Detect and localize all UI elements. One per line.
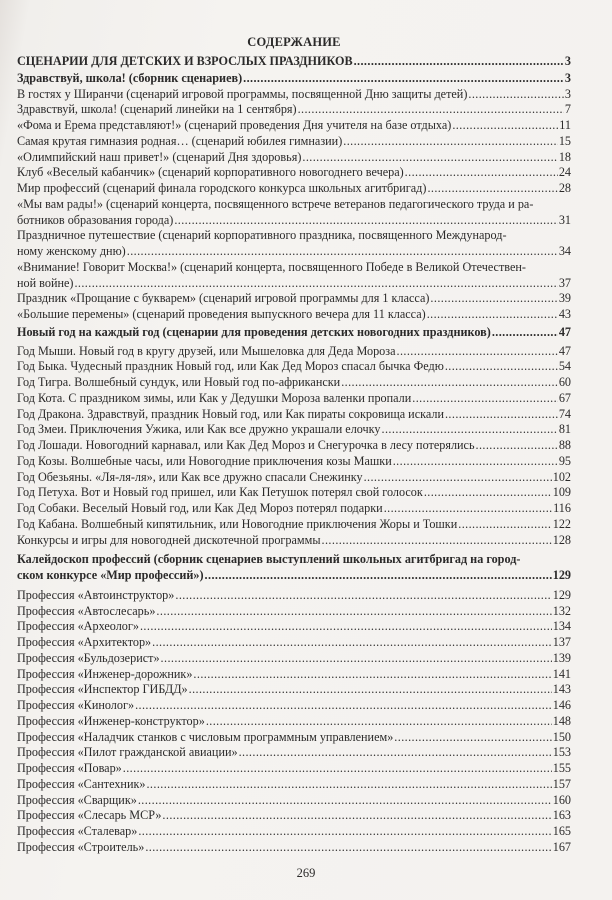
toc-entry-row xyxy=(17,840,571,856)
toc-entry-row xyxy=(17,375,571,391)
dot-leader xyxy=(156,604,551,620)
toc-entry xyxy=(17,260,571,292)
toc-entry-title: Клуб «Веселый кабанчик» (сценарий корпоративного новогоднего вечера) xyxy=(17,165,404,180)
dot-leader xyxy=(343,134,558,150)
toc-entry-page: 134 xyxy=(552,619,571,634)
dot-leader xyxy=(397,344,558,360)
toc-entry-page: 116 xyxy=(553,501,571,515)
toc-entry xyxy=(17,619,571,635)
toc-entry xyxy=(17,682,571,698)
toc-entry-row xyxy=(17,568,571,584)
toc-entry-page: 109 xyxy=(552,485,571,500)
toc-entry-title: Здравствуй, школа! (сценарий линейки на 1 сентября) xyxy=(17,102,297,117)
toc-entry-title: Профессия «Археолог» xyxy=(17,619,139,634)
toc-entry-page: 167 xyxy=(552,839,571,854)
dot-leader xyxy=(127,244,558,260)
toc-entry-page: 153 xyxy=(552,745,571,760)
dot-leader xyxy=(394,730,551,746)
page-number: 269 xyxy=(296,866,316,880)
page-title: СОДЕРЖАНИЕ xyxy=(247,35,341,49)
toc-entry xyxy=(17,438,571,454)
dot-leader xyxy=(302,150,557,166)
toc-entry-row xyxy=(17,761,571,777)
toc-entry xyxy=(17,454,571,470)
toc-entry xyxy=(17,651,571,667)
toc-entry-row xyxy=(17,325,571,341)
dot-leader xyxy=(138,824,551,840)
toc-entry-title: Год Кота. С праздником зимы, или Как у Дедушки Мороза валенки пропали xyxy=(17,390,412,405)
dot-leader xyxy=(384,501,552,517)
toc-entry-title: Профессия «Кинолог» xyxy=(17,698,135,712)
toc-entry xyxy=(17,470,571,486)
toc-entry-title: Год Петуха. Вот и Новый год пришел, или Как Петушок потерял свой голосок xyxy=(17,485,423,500)
toc-entry-page: 146 xyxy=(552,698,571,712)
toc-entry-title-line: Праздничное путешествие (сценарий корпоративного праздника, посвященного Международ- xyxy=(17,228,507,243)
toc-entry-page: 39 xyxy=(558,291,571,306)
toc-entry-page: 88 xyxy=(558,438,571,452)
toc-entry-row xyxy=(17,793,571,809)
toc-entry-title: Профессия «Строитель» xyxy=(17,839,145,854)
toc-entry-row xyxy=(17,808,571,824)
toc-entry-title: Профессия «Инженер-дорожник» xyxy=(17,666,193,681)
toc-entry-title-line: «Мы вам рады!» (сценарий концерта, посвященного встрече ветеранов педагогического труда и ра- xyxy=(17,196,534,211)
dot-leader xyxy=(174,213,557,229)
dot-leader xyxy=(140,619,552,635)
toc-entry-page: 3 xyxy=(564,70,571,85)
toc-entry xyxy=(17,291,571,307)
toc-entry-row xyxy=(17,291,571,307)
toc-entry-row xyxy=(17,422,571,438)
dot-leader xyxy=(427,307,558,323)
toc-entry-row xyxy=(17,276,571,292)
toc-entry-title: Год Змеи. Приключения Ужика, или Как все дружно украшали елочку xyxy=(17,422,381,437)
dot-leader xyxy=(74,276,557,292)
toc-entry-title: Профессия «Автослесарь» xyxy=(17,603,156,618)
toc-entry xyxy=(17,667,571,683)
dot-leader xyxy=(243,71,564,87)
toc-entry xyxy=(17,793,571,809)
dot-leader xyxy=(123,761,552,777)
dot-leader xyxy=(162,808,551,824)
dot-leader xyxy=(445,407,558,423)
toc-entry-row xyxy=(17,181,571,197)
toc-entry-page: 60 xyxy=(558,375,571,389)
toc-entry-row xyxy=(17,777,571,793)
dot-leader xyxy=(135,698,552,714)
toc-entry-title: Год Козы. Волшебные часы, или Новогодние приключения козы Машки xyxy=(17,453,392,468)
dot-leader xyxy=(161,651,552,667)
toc-entry-title: Профессия «Пилот гражданской авиации» xyxy=(17,745,238,760)
toc-entry xyxy=(17,391,571,407)
toc-entry-row xyxy=(17,651,571,667)
dot-leader xyxy=(205,568,552,584)
toc-entry xyxy=(17,422,571,438)
toc-entry xyxy=(17,165,571,181)
toc-entries xyxy=(17,54,571,856)
dot-leader xyxy=(364,470,552,486)
dot-leader xyxy=(138,793,552,809)
toc-entry-page: 155 xyxy=(552,761,571,775)
dot-leader xyxy=(492,325,558,341)
toc-entry-title: ному женскому дню) xyxy=(17,244,126,258)
toc-entry-page: 3 xyxy=(564,86,571,101)
toc-entry-page: 3 xyxy=(564,54,571,68)
toc-entry-title: «Фома и Ерема представляют!» (сценарий проведения Дня учителя на базе отдыха) xyxy=(17,118,452,132)
toc-entry-title: Профессия «Сантехник» xyxy=(17,776,146,791)
dot-leader xyxy=(458,517,551,533)
toc-entry-row xyxy=(17,87,571,103)
toc-entry-title: Год Обезьяны. «Ля-ля-ля», или Как все дружно спасали Снежинку xyxy=(17,469,363,484)
toc-entry-page: 34 xyxy=(558,244,571,258)
toc-entry xyxy=(17,517,571,533)
toc-entry xyxy=(17,181,571,197)
dot-leader xyxy=(452,118,558,134)
toc-entry xyxy=(17,325,571,341)
dot-leader xyxy=(427,181,557,197)
toc-entry-page: 11 xyxy=(559,118,571,132)
toc-entry-page: 31 xyxy=(558,212,571,227)
toc-entry-title: Год Дракона. Здравствуй, праздник Новый год, или Как пираты сокровища искали xyxy=(17,406,444,421)
toc-entry-title: Профессия «Инспектор ГИБДД» xyxy=(17,682,188,697)
toc-entry-page: 102 xyxy=(552,469,571,484)
toc-entry-title-line: «Внимание! Говорит Москва!» (сценарий концерта, посвященного Победе в Великой Отечествен- xyxy=(17,259,526,274)
toc-entry xyxy=(17,533,571,549)
toc-entry-title: Профессия «Архитектор» xyxy=(17,635,152,649)
toc-entry-row xyxy=(17,501,571,517)
toc-entry-row xyxy=(17,407,571,423)
toc-entry xyxy=(17,808,571,824)
toc-entry-row xyxy=(17,824,571,840)
toc-entry-page: 141 xyxy=(552,666,571,681)
dot-leader xyxy=(445,359,558,375)
toc-entry-title: Новый год на каждый год (сценарии для проведения детских новогодних праздников) xyxy=(17,325,491,340)
toc-entry-title: ском конкурсе «Мир профессий») xyxy=(17,568,204,582)
toc-entry-page: 37 xyxy=(558,275,571,290)
toc-entry xyxy=(17,134,571,150)
dot-leader xyxy=(424,485,552,501)
toc-entry-title: Конкурсы и игры для новогодней дискотечной программы xyxy=(17,532,321,547)
toc-entry xyxy=(17,71,571,87)
dot-leader xyxy=(412,391,558,407)
toc-entry-title: «Большие перемены» (сценарий проведения выпускного вечера для 11 класса) xyxy=(17,307,426,321)
toc-entry-page: 95 xyxy=(558,453,571,468)
toc-entry-title: Здравствуй, школа! (сборник сценариев) xyxy=(17,70,243,85)
toc-entry-page: 163 xyxy=(552,808,571,823)
toc-entry xyxy=(17,150,571,166)
dot-leader xyxy=(322,533,552,549)
toc-entry-page: 15 xyxy=(558,133,571,148)
toc-entry-page: 143 xyxy=(552,682,571,697)
toc-entry xyxy=(17,344,571,360)
toc-entry xyxy=(17,407,571,423)
toc-entry-title: Профессия «Наладчик станков с числовым программным управлением» xyxy=(17,729,394,744)
toc-entry-title: СЦЕНАРИИ ДЛЯ ДЕТСКИХ И ВЗРОСЛЫХ ПРАЗДНИКОВ xyxy=(17,54,353,68)
toc-entry-row xyxy=(17,730,571,746)
dot-leader xyxy=(193,667,551,683)
toc-entry-page: 122 xyxy=(552,516,571,531)
toc-entry xyxy=(17,54,571,70)
toc-entry-page: 43 xyxy=(558,307,571,321)
dot-leader xyxy=(145,840,551,856)
toc-entry-page: 28 xyxy=(558,181,571,195)
dot-leader xyxy=(239,745,552,761)
toc-entry xyxy=(17,197,571,229)
toc-entry-page: 137 xyxy=(552,635,571,649)
toc-entry-row xyxy=(17,244,571,260)
toc-entry xyxy=(17,635,571,651)
toc-entry-page: 24 xyxy=(558,165,571,180)
dot-leader xyxy=(146,777,551,793)
toc-entry-page: 132 xyxy=(552,603,571,618)
toc-entry-row xyxy=(17,391,571,407)
dot-leader xyxy=(152,635,552,651)
toc-entry-title: Праздник «Прощание с букварем» (сценарий игровой программы для 1 класса) xyxy=(17,291,430,306)
toc-entry xyxy=(17,87,571,103)
toc-entry-title: ной войне) xyxy=(17,275,74,290)
toc-entry xyxy=(17,604,571,620)
toc-entry-title: Самая крутая гимназия родная… (сценарий юбилея гимназии) xyxy=(17,133,343,148)
toc-entry-row xyxy=(17,54,571,70)
toc-entry-row xyxy=(17,588,571,604)
dot-leader xyxy=(341,375,558,391)
toc-entry xyxy=(17,777,571,793)
toc-entry xyxy=(17,824,571,840)
toc-entry-row xyxy=(17,667,571,683)
dot-leader xyxy=(298,102,564,118)
toc-entry-title: Профессия «Повар» xyxy=(17,761,122,775)
toc-entry-row xyxy=(17,359,571,375)
toc-entry-page: 165 xyxy=(552,824,571,838)
toc-entry-title: Профессия «Автоинструктор» xyxy=(17,587,175,602)
toc-entry xyxy=(17,730,571,746)
toc-entry-row xyxy=(17,533,571,549)
toc-entry xyxy=(17,375,571,391)
toc-entry-page: 81 xyxy=(558,422,571,437)
dot-leader xyxy=(476,438,558,454)
toc-entry-row xyxy=(17,165,571,181)
toc-entry-row xyxy=(17,745,571,761)
toc-entry-row xyxy=(17,102,571,118)
toc-entry xyxy=(17,359,571,375)
toc-entry xyxy=(17,714,571,730)
toc-entry-row xyxy=(17,470,571,486)
toc-entry-row xyxy=(17,213,571,229)
toc-entry xyxy=(17,588,571,604)
toc-entry-row xyxy=(17,517,571,533)
toc-entry-row xyxy=(17,635,571,651)
dot-leader xyxy=(468,87,564,103)
toc-entry-page: 148 xyxy=(552,713,571,728)
toc-entry-title-line: Калейдоскоп профессий (сборник сценариев выступлений школьных агитбригад на город- xyxy=(17,552,521,567)
toc-entry-title: «Олимпийский наш привет!» (сценарий Дня здоровья) xyxy=(17,149,302,164)
dot-leader xyxy=(354,54,564,70)
dot-leader xyxy=(430,291,557,307)
toc-entry-page: 128 xyxy=(552,532,571,547)
toc-entry-row xyxy=(17,438,571,454)
toc-entry-title: Профессия «Слесарь МСР» xyxy=(17,808,162,823)
toc-entry-title: Профессия «Инженер-конструктор» xyxy=(17,713,205,728)
toc-entry-page: 54 xyxy=(558,359,571,374)
toc-entry-page: 47 xyxy=(558,325,571,340)
dot-leader xyxy=(206,714,552,730)
toc-entry-title: Год Собаки. Веселый Новый год, или Как Дед Мороз потерял подарки xyxy=(17,501,383,515)
toc-entry-row xyxy=(17,344,571,360)
toc-entry-page: 160 xyxy=(552,792,571,807)
toc-entry-row xyxy=(17,682,571,698)
toc-entry-row xyxy=(17,604,571,620)
toc-entry-page: 129 xyxy=(552,568,571,582)
toc-entry-page: 129 xyxy=(552,587,571,602)
toc-entry-title: Профессия «Сварщик» xyxy=(17,792,137,807)
toc-entry xyxy=(17,745,571,761)
toc-entry-row xyxy=(17,71,571,87)
toc-entry xyxy=(17,840,571,856)
toc-entry-row xyxy=(17,619,571,635)
toc-entry xyxy=(17,102,571,118)
toc-entry-page: 139 xyxy=(552,650,571,665)
toc-entry-row xyxy=(17,307,571,323)
toc-entry-title: Профессия «Сталевар» xyxy=(17,824,138,838)
toc-entry-page: 74 xyxy=(558,406,571,421)
toc-entry-title: ботников образования города) xyxy=(17,212,174,227)
toc-entry-row xyxy=(17,454,571,470)
toc-entry-page: 18 xyxy=(558,149,571,164)
toc-entry xyxy=(17,552,571,584)
toc-entry xyxy=(17,761,571,777)
toc-entry-row xyxy=(17,698,571,714)
toc-entry-title: Год Лошади. Новогодний карнавал, или Как Дед Мороз и Снегурочка в лесу потерялись xyxy=(17,438,475,452)
toc-entry-title: Год Быка. Чудесный праздник Новый год, или Как Дед Мороз спасал бычка Федю xyxy=(17,359,444,374)
toc-entry xyxy=(17,118,571,134)
toc-entry xyxy=(17,698,571,714)
toc-entry-row xyxy=(17,485,571,501)
toc-entry-page: 7 xyxy=(564,102,571,117)
toc-entry-title: Мир профессий (сценарий финала городского конкурса школьных агитбригад) xyxy=(17,181,427,195)
toc-entry xyxy=(17,501,571,517)
toc-entry xyxy=(17,228,571,260)
toc-entry-page: 157 xyxy=(552,776,571,791)
toc-entry-page: 67 xyxy=(558,390,571,405)
toc-entry-row xyxy=(17,134,571,150)
toc-entry-page: 47 xyxy=(558,343,571,358)
toc-entry-row xyxy=(17,150,571,166)
toc-entry-title: Год Тигра. Волшебный сундук, или Новый год по-африкански xyxy=(17,375,341,389)
dot-leader xyxy=(382,422,558,438)
dot-leader xyxy=(405,165,558,181)
toc-entry-title: В гостях у Ширанчи (сценарий игровой программы, посвященной Дню защиты детей) xyxy=(17,86,468,101)
toc-entry-title: Профессия «Бульдозерист» xyxy=(17,650,160,665)
dot-leader xyxy=(189,682,552,698)
toc-entry-row xyxy=(17,714,571,730)
toc-entry-title: Год Мыши. Новый год в кругу друзей, или Мышеловка для Деда Мороза xyxy=(17,343,396,358)
toc-entry-page: 150 xyxy=(552,729,571,744)
dot-leader xyxy=(175,588,551,604)
dot-leader xyxy=(393,454,558,470)
table-of-contents xyxy=(17,33,571,856)
toc-entry xyxy=(17,485,571,501)
toc-entry-row xyxy=(17,118,571,134)
toc-entry-title: Год Кабана. Волшебный кипятильник, или Новогодние приключения Жоры и Тошки xyxy=(17,516,458,531)
toc-entry xyxy=(17,307,571,323)
